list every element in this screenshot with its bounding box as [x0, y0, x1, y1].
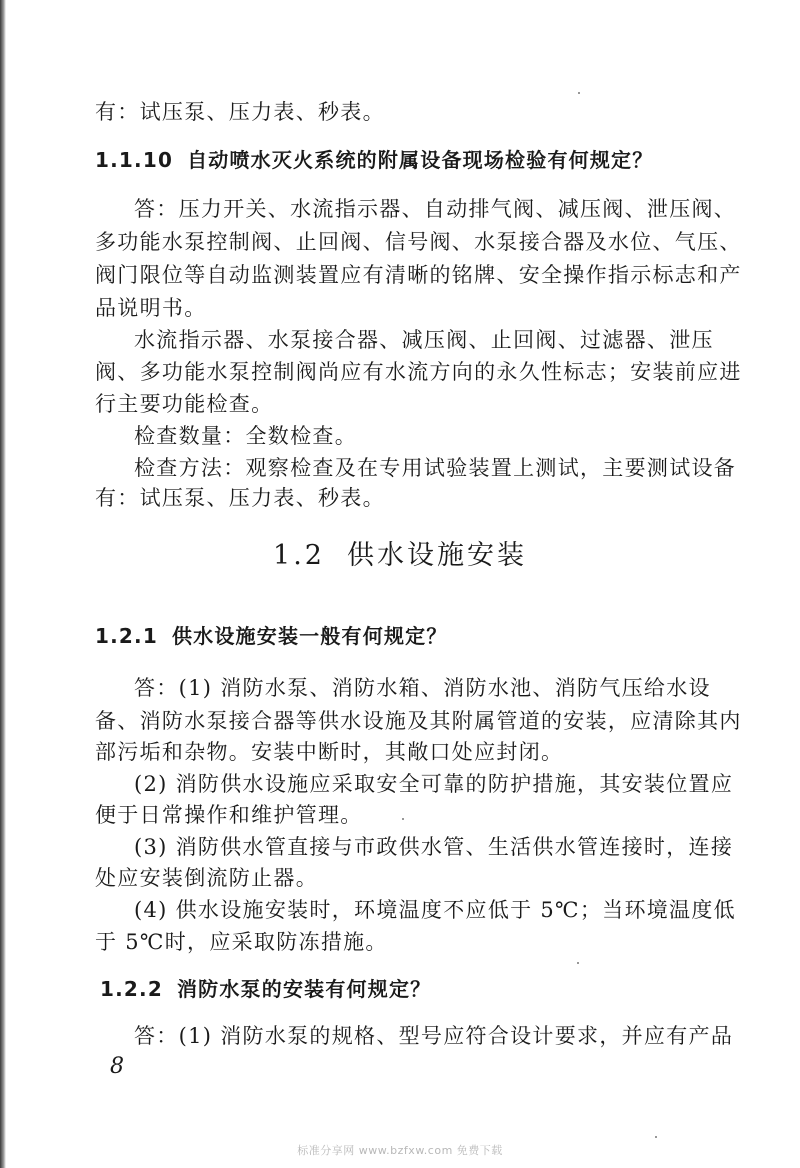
question-number: 1.1.10 — [95, 148, 174, 172]
body-line: 有：试压泵、压力表、秒表。 — [95, 100, 385, 124]
question-heading-1-2-2 — [100, 975, 431, 1003]
body-line: 检查方法：观察检查及在专用试验装置上测试，主要测试设备 — [134, 456, 737, 480]
body-line: 处应安装倒流防止器。 — [95, 866, 318, 890]
question-title: 自动喷水灭火系统的附属设备现场检验有何规定？ — [187, 148, 654, 172]
body-line: (2) 消防供水设施应采取安全可靠的防护措施，其安装位置应 — [134, 772, 734, 796]
body-line: 有：试压泵、压力表、秒表。 — [95, 486, 385, 510]
body-line: 阀、多功能水泵控制阀尚应有水流方向的永久性标志；安装前应进 — [95, 360, 742, 384]
body-line: 备、消防水泵接合器等供水设施及其附属管道的安装，应清除其内 — [95, 709, 742, 733]
body-line: 多功能水泵控制阀、止回阀、信号阀、水泵接合器及水位、气压、 — [95, 230, 742, 254]
body-line: 部污垢和杂物。安装中断时，其敞口处应封闭。 — [95, 740, 564, 764]
question-title: 消防水泵的安装有何规定？ — [176, 977, 432, 1001]
scan-speck — [402, 818, 404, 820]
section-heading-1-2 — [0, 538, 800, 574]
scan-speck — [578, 92, 580, 94]
body-line: 检查数量：全数检查。 — [134, 424, 357, 448]
body-line: 阀门限位等自动监测装置应有清晰的铭牌、安全操作指示标志和产 — [95, 263, 742, 287]
scan-speck — [655, 1136, 657, 1138]
question-heading-1-1-10 — [95, 146, 653, 174]
question-number: 1.2.1 — [95, 624, 158, 648]
section-title: 供水设施安装 — [346, 540, 527, 571]
question-heading-1-2-1 — [95, 622, 448, 650]
body-line: 水流指示器、水泵接合器、减压阀、止回阀、过滤器、泄压 — [134, 328, 714, 352]
body-line: (3) 消防供水管直接与市政供水管、生活供水管连接时，连接 — [134, 835, 734, 859]
body-line: 答：(1) 消防水泵的规格、型号应符合设计要求，并应有产品 — [134, 1024, 734, 1048]
footer-watermark: 标准分享网 www.bzfxw.com 免费下载 — [297, 1144, 503, 1157]
scan-speck — [577, 962, 579, 964]
body-line: 答：压力开关、水流指示器、自动排气阀、减压阀、泄压阀、 — [134, 197, 737, 221]
body-line: 行主要功能检查。 — [95, 392, 274, 416]
question-number: 1.2.2 — [100, 977, 163, 1001]
question-title: 供水设施安装一般有何规定？ — [171, 624, 448, 648]
body-line: 品说明书。 — [95, 296, 207, 320]
body-line: 答：(1) 消防水泵、消防水箱、消防水池、消防气压给水设 — [134, 676, 711, 700]
page-edge-shadow — [0, 0, 6, 1168]
page-number: 8 — [110, 1054, 124, 1079]
section-number: 1.2 — [273, 540, 325, 571]
body-line: 于 5℃时，应采取防冻措施。 — [95, 930, 388, 954]
body-line: (4) 供水设施安装时，环境温度不应低于 5℃；当环境温度低 — [134, 898, 736, 922]
body-line: 便于日常操作和维护管理。 — [95, 803, 363, 827]
